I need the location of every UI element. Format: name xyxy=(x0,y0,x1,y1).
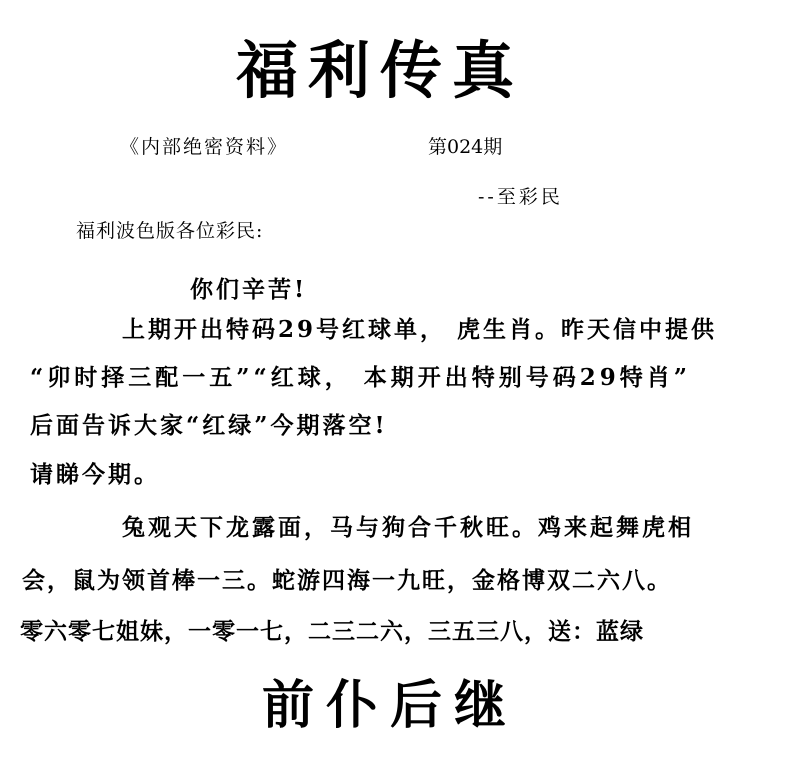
body-line: 会，鼠为领首棒一三。蛇游四海一九旺，金格博双二六八。 xyxy=(22,567,672,594)
body-line: 上期开出特码29号红球单， 虎生肖。昨天信中提供 xyxy=(122,316,718,343)
body-line: “卯时择三配一五”“红球， 本期开出特别号码29特肖” xyxy=(30,364,691,391)
body-line: 零六零七姐妹，一零一七，二三二六，三五三八，送：蓝绿 xyxy=(20,618,644,645)
footer-title: 前仆后继 xyxy=(262,675,519,736)
greeting: 你们辛苦! xyxy=(190,276,308,303)
page-title: 福利传真 xyxy=(236,34,525,107)
signature: --至彩民 xyxy=(478,186,563,208)
salutation: 福利波色版各位彩民: xyxy=(76,220,264,242)
body-line: 请睇今期。 xyxy=(30,461,160,488)
body-line: 后面告诉大家“红绿”今期落空! xyxy=(30,412,388,439)
body-line: 兔观天下龙露面，马与狗合千秋旺。鸡来起舞虎相 xyxy=(122,514,694,541)
issue-number: 第024期 xyxy=(428,136,503,158)
document-subtitle: 《内部绝密资料》 xyxy=(120,136,289,158)
